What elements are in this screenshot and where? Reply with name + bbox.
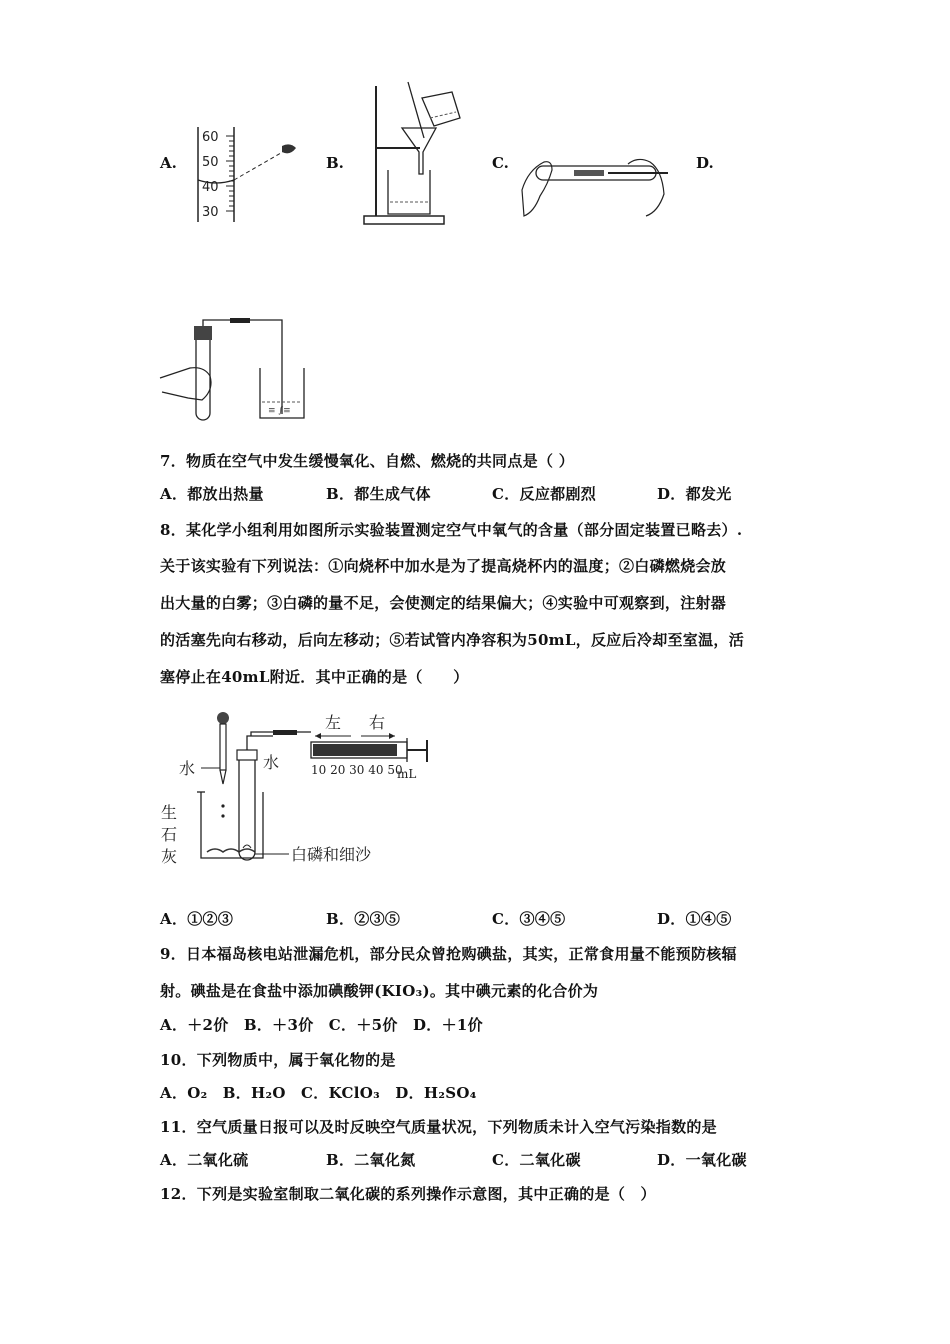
test-tube-hands-figure bbox=[518, 150, 673, 222]
quicklime-char-3: 灰 bbox=[161, 847, 178, 866]
tick-60: 60 bbox=[202, 130, 219, 145]
eye-icon bbox=[282, 144, 296, 153]
option-a-label: A. bbox=[160, 154, 177, 172]
syringe-unit: mL bbox=[397, 767, 417, 781]
svg-text:≡ ∫≡: ≡ ∫≡ bbox=[268, 406, 291, 416]
q9-line-2: 射。碘盐是在食盐中添加碘酸钾(KIO₃)。其中碘元素的化合价为 bbox=[160, 982, 599, 1000]
tick-50: 50 bbox=[202, 155, 219, 170]
q8-line-3: 出大量的白雾；③白磷的量不足，会使测定的结果偏大；④实验中可观察到，注射器 bbox=[160, 594, 727, 612]
q10-stem: 10．下列物质中，属于氧化物的是 bbox=[160, 1051, 396, 1069]
q8-line-5: 塞停止在40mL附近．其中正确的是（ ） bbox=[160, 668, 469, 686]
q8-line-2: 关于该实验有下列说法：①向烧杯中加水是为了提高烧杯内的温度；②白磷燃烧会放 bbox=[160, 557, 727, 575]
q7-option-c: C．反应都剧烈 bbox=[492, 485, 597, 503]
left-label: 左 bbox=[325, 713, 342, 732]
airtightness-figure bbox=[158, 316, 318, 426]
water-label-2: 水 bbox=[263, 753, 280, 772]
q11-stem: 11．空气质量日报可以及时反映空气质量状况，下列物质未计入空气污染指数的是 bbox=[160, 1118, 717, 1136]
q7-option-d: D．都发光 bbox=[657, 485, 732, 503]
phosphorus-label: 白磷和细沙 bbox=[291, 845, 372, 864]
option-b-label: B. bbox=[326, 154, 344, 172]
option-c-label: C. bbox=[492, 154, 509, 172]
quicklime-char-1: 生 bbox=[161, 803, 178, 822]
q10-options: A．O₂ B．H₂O C．KClO₃ D．H₂SO₄ bbox=[160, 1084, 477, 1102]
tick-30: 30 bbox=[202, 205, 219, 220]
q11-option-c: C．二氧化碳 bbox=[492, 1151, 581, 1169]
q11-option-b: B．二氧化氮 bbox=[326, 1151, 416, 1169]
phosphorus-apparatus-figure bbox=[155, 706, 455, 878]
q8-line-4: 的活塞先向右移动，后向左移动；⑤若试管内净容积为50mL，反应后冷却至室温，活 bbox=[160, 631, 744, 649]
option-d-label: D. bbox=[696, 154, 714, 172]
q8-option-b: B．②③⑤ bbox=[326, 910, 401, 928]
q9-options: A．＋2价 B．＋3价 C．＋5价 D．＋1价 bbox=[160, 1016, 483, 1034]
q11-option-a: A．二氧化硫 bbox=[160, 1151, 249, 1169]
quicklime-char-2: 石 bbox=[161, 825, 178, 844]
q11-option-d: D．一氧化碳 bbox=[657, 1151, 747, 1169]
graduated-cylinder-figure bbox=[190, 122, 310, 227]
right-label: 右 bbox=[369, 713, 386, 732]
syringe-scale: 10 20 30 40 50 bbox=[311, 763, 403, 777]
water-label-1: 水 bbox=[179, 759, 196, 778]
q9-line-1: 9．日本福岛核电站泄漏危机，部分民众曾抢购碘盐，其实，正常食用量不能预防核辐 bbox=[160, 945, 737, 963]
q8-option-a: A．①②③ bbox=[160, 910, 234, 928]
tick-40: 40 bbox=[202, 180, 219, 195]
q7-option-a: A．都放出热量 bbox=[160, 485, 264, 503]
q8-option-c: C．③④⑤ bbox=[492, 910, 566, 928]
q7-stem: 7．物质在空气中发生缓慢氧化、自燃、燃烧的共同点是（ ） bbox=[160, 452, 575, 470]
q8-line-1: 8．某化学小组利用如图所示实验装置测定空气中氧气的含量（部分固定装置已略去）. bbox=[160, 521, 743, 539]
q8-option-d: D．①④⑤ bbox=[657, 910, 732, 928]
filtration-figure bbox=[360, 78, 480, 228]
q12-stem: 12．下列是实验室制取二氧化碳的系列操作示意图，其中正确的是（ ） bbox=[160, 1185, 656, 1203]
q7-option-b: B．都生成气体 bbox=[326, 485, 431, 503]
